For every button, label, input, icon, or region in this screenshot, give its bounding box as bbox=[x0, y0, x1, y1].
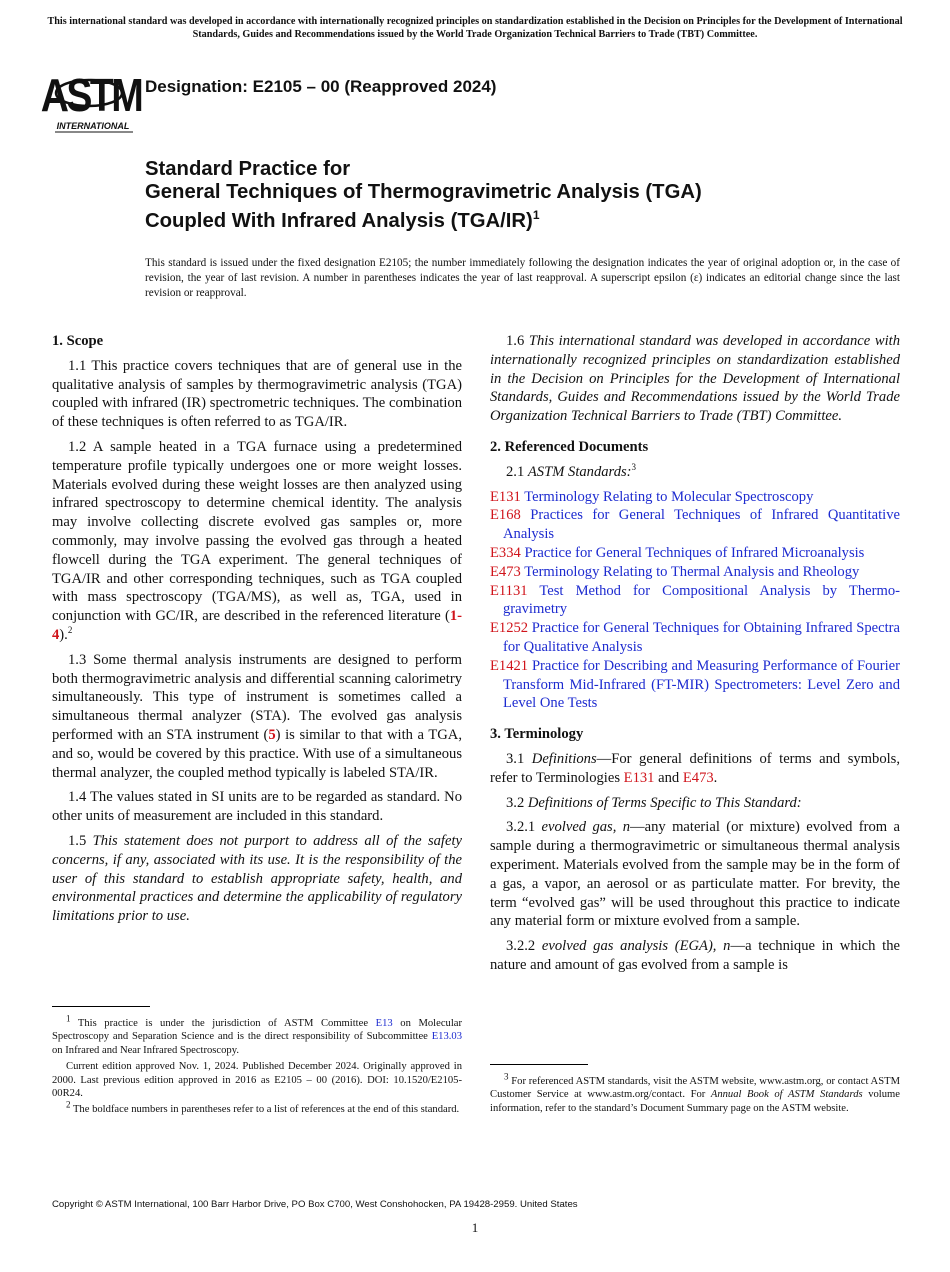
left-column bbox=[52, 332, 462, 932]
text: evolved gas analysis (EGA), n bbox=[541, 938, 731, 955]
link[interactable]: E473 bbox=[490, 563, 521, 580]
text: Current edition approved Nov. 1, 2024. Published December 2024. Originally approved in 2000. Last previous edition approved in 2016 as E2105 – 00 (2016). DOI: 10.1520/E2105-00R24. bbox=[52, 1061, 462, 1100]
link[interactable]: E13.03 bbox=[431, 1031, 462, 1043]
footnote bbox=[52, 1099, 462, 1116]
text: on Molecular Spectroscopy and Separation Science and is the direct responsibility of Subcommittee bbox=[52, 1018, 462, 1043]
text: Definitions of Terms Specific to This Standard: bbox=[527, 794, 802, 811]
link[interactable]: E334 bbox=[490, 544, 521, 561]
footnote bbox=[490, 1071, 900, 1115]
footnote bbox=[52, 1013, 462, 1057]
title-footnote-ref[interactable]: 1 bbox=[532, 208, 540, 222]
link[interactable]: Terminology Relating to Thermal Analysis and Rheology bbox=[520, 563, 860, 580]
footnote-rule bbox=[52, 1006, 150, 1007]
text: 3. Terminology bbox=[490, 726, 584, 743]
text: This international standard was developed in accordance with internationally recognized principles on standardization established in the Decision on Principles for the Development of International Standards, Guides and Recommendations issued by the World Trade Organization Technical Barriers to Trade (TBT) Committee. bbox=[490, 333, 901, 425]
text: 3.2.2 bbox=[506, 938, 542, 955]
subsection-heading bbox=[490, 463, 900, 482]
referenced-document[interactable] bbox=[490, 619, 900, 657]
svg-text:INTERNATIONAL: INTERNATIONAL bbox=[56, 121, 130, 131]
text: —For general definitions of terms and symbols, refer to Terminologies bbox=[490, 750, 901, 786]
title-line-3-text: Coupled With Infrared Analysis (TGA/IR) bbox=[145, 209, 533, 232]
section-heading bbox=[490, 438, 900, 457]
link[interactable]: E473 bbox=[682, 769, 714, 786]
text: 3.2.1 bbox=[506, 819, 542, 836]
footnote-ref[interactable]: 2 bbox=[66, 1099, 71, 1110]
link[interactable]: Practice for General Techniques for Obtaining Infrared Spectra for Qualitative Analysis bbox=[503, 620, 900, 655]
referenced-document[interactable] bbox=[490, 488, 900, 507]
referenced-document[interactable] bbox=[490, 544, 900, 563]
footnote bbox=[52, 1060, 462, 1100]
referenced-document[interactable] bbox=[490, 657, 900, 713]
footnote-ref[interactable]: 2 bbox=[67, 625, 73, 636]
paragraph bbox=[490, 937, 900, 975]
footnote-ref[interactable]: 3 bbox=[631, 461, 637, 472]
section-heading bbox=[52, 332, 462, 351]
text: —any material (or mixture) evolved from a sample during a thermogravimetric or simultaneous thermal analysis experiment. Materials evolved from the sample may be in the form of a gas, a vapor, an aerosol or as particulate matter. For brevity, the term “evolved gas” will be used throughout this practice to indicate any material form or mixture evolved from a sample. bbox=[490, 819, 900, 930]
text: 3.2 bbox=[506, 794, 528, 811]
title-line-3 bbox=[145, 204, 702, 233]
text: 1.3 Some thermal analysis instruments are designed to perform both thermogravimetric analysis and differential scanning calorimetry simultaneously. This type of instrument is sometimes called a simultaneous thermal analyzer (STA). The evolved gas analysis performed with an STA instrument ( bbox=[52, 651, 462, 743]
footnotes-right bbox=[490, 1064, 900, 1118]
link[interactable]: Terminology Relating to Molecular Spectroscopy bbox=[520, 488, 814, 505]
text: 1.1 This practice covers techniques that are of general use in the qualitative analysis of samples by thermogravimetric analysis (TGA) coupled with infrared (IR) spectrometric techniques. The combination of these techniques is often referred to as TGA/IR. bbox=[52, 357, 462, 431]
text: Definitions bbox=[531, 750, 597, 767]
text: 1.6 bbox=[506, 333, 529, 349]
document-title bbox=[145, 158, 702, 233]
text: This practice is under the jurisdiction of ASTM Committee bbox=[70, 1018, 376, 1029]
text: on Infrared and Near Infrared Spectroscopy. bbox=[52, 1044, 239, 1056]
link[interactable]: Practices for General Techniques of Infrared Quantitative Analysis bbox=[503, 507, 900, 543]
text: 1.2 A sample heated in a TGA furnace using a predetermined temperature profile typically undergoes one or more weight losses. Materials evolved during these weight losses are then analyzed using infrared spectroscopy to determine chemical identity. The analysis may involve collecting discrete evolved gas samples or, more commonly, may involve passing the evolved gas through a heated flowcell during the TGA experiment. The general techniques of TGA/IR and other corresponding techniques, such as TGA coupled with mass spectroscopy (TGA/MS), as well as, TGA, used in conjunction with GC/IR, are described in the referenced literature ( bbox=[52, 438, 462, 625]
top-notice: This international standard was developed in accordance with internationally recognized principles on standardization established in the Decision on Principles for the Development of International Standards, Guides and Recommendations issued by the World Trade Organization Technical Barriers to Trade (TBT) Committee. bbox=[47, 16, 903, 40]
text: volume information, refer to the standard’s Document Summary page on the ASTM website. bbox=[490, 1089, 900, 1114]
text: and bbox=[654, 769, 683, 786]
paragraph bbox=[490, 750, 900, 788]
link[interactable]: Practice for General Techniques of Infrared Microanalysis bbox=[520, 544, 865, 561]
link[interactable]: E1131 bbox=[490, 582, 528, 599]
text: For referenced ASTM standards, visit the ASTM website, www.astm.org, or contact ASTM Customer Service at www.astm.org/contact. For bbox=[490, 1076, 900, 1101]
text: . bbox=[713, 769, 718, 786]
text: 1.4 The values stated in SI units are to be regarded as standard. No other units of measurement are included in this standard. bbox=[52, 789, 462, 825]
text: —a technique in which the nature and amount of gas evolved from a sample is bbox=[490, 938, 900, 973]
text: 2. Referenced Documents bbox=[490, 438, 649, 455]
text: 2.1 bbox=[506, 463, 528, 480]
section-heading bbox=[490, 725, 900, 744]
reference-link[interactable]: 1-4 bbox=[52, 608, 462, 643]
paragraph bbox=[52, 357, 462, 432]
text: ). bbox=[59, 626, 68, 643]
paragraph bbox=[490, 818, 900, 931]
text: 1.5 bbox=[68, 832, 93, 849]
text: Annual Book of ASTM Standards bbox=[710, 1089, 863, 1101]
footnote-ref[interactable]: 3 bbox=[504, 1071, 509, 1082]
paragraph bbox=[52, 438, 462, 645]
link[interactable]: Practice for Describing and Measuring Performance of Fourier Transform Mid-Infrared (FT-MIR) Spectrometers: Level Zero and Level One Tests bbox=[503, 657, 900, 712]
svg-text:ASTM: ASTM bbox=[40, 70, 142, 122]
text: 3.1 bbox=[506, 750, 532, 767]
footnotes-left bbox=[52, 1006, 462, 1120]
paragraph bbox=[490, 794, 900, 813]
link[interactable]: E131 bbox=[490, 488, 521, 505]
link[interactable]: E13 bbox=[375, 1018, 393, 1029]
footnote-rule bbox=[490, 1064, 588, 1065]
text: ) is similar to that with a TGA, and so, would be covered by this practice. With use of a simultaneous thermal analyzer, the coupled method typically is labeled STA/IR. bbox=[52, 726, 462, 781]
paragraph bbox=[52, 651, 462, 783]
referenced-document[interactable] bbox=[490, 582, 900, 620]
right-column bbox=[490, 332, 900, 981]
title-line-2: General Techniques of Thermogravimetric Analysis (TGA) bbox=[145, 181, 702, 203]
text: The boldface numbers in parentheses refer to a list of references at the end of this standard. bbox=[70, 1104, 460, 1116]
referenced-document[interactable] bbox=[490, 563, 900, 582]
text: 1. Scope bbox=[52, 333, 104, 349]
copyright: Copyright © ASTM International, 100 Barr Harbor Drive, PO Box C700, West Conshohocken, PA 19428-2959. United States bbox=[52, 1199, 578, 1210]
reference-link[interactable]: 5 bbox=[268, 726, 276, 743]
text: evolved gas, n bbox=[541, 819, 631, 836]
footnote-ref[interactable]: 1 bbox=[66, 1013, 71, 1024]
link[interactable]: E131 bbox=[623, 769, 655, 786]
link[interactable]: E1252 bbox=[490, 620, 529, 637]
text: This statement does not purport to address all of the safety concerns, if any, associated with its use. It is the responsibility of the user of this standard to establish appropriate safety, health, and environmental practices and determine the applicability of regulatory limitations prior to use. bbox=[52, 832, 463, 925]
page-number: 1 bbox=[471, 1220, 479, 1235]
referenced-document[interactable] bbox=[490, 506, 900, 544]
issued-note: This standard is issued under the fixed designation E2105; the number immediately following the designation indicates the year of original adoption or, in the case of revision, the year of last revision. A number in parentheses indicates the year of last reapproval. A superscript epsilon (ε) indicates an editorial change since the last revision or reapproval. bbox=[145, 257, 900, 299]
title-line-1: Standard Practice for bbox=[145, 158, 351, 180]
link[interactable]: E1421 bbox=[490, 657, 529, 674]
text: ASTM Standards: bbox=[527, 463, 632, 480]
astm-logo bbox=[40, 55, 142, 135]
paragraph bbox=[52, 788, 462, 826]
paragraph bbox=[52, 832, 462, 926]
link[interactable]: E168 bbox=[490, 507, 521, 524]
link[interactable]: Test Method for Compositional Analysis by Thermogravimetry bbox=[503, 582, 900, 618]
designation: Designation: E2105 – 00 (Reapproved 2024) bbox=[145, 77, 497, 96]
paragraph bbox=[490, 332, 900, 426]
